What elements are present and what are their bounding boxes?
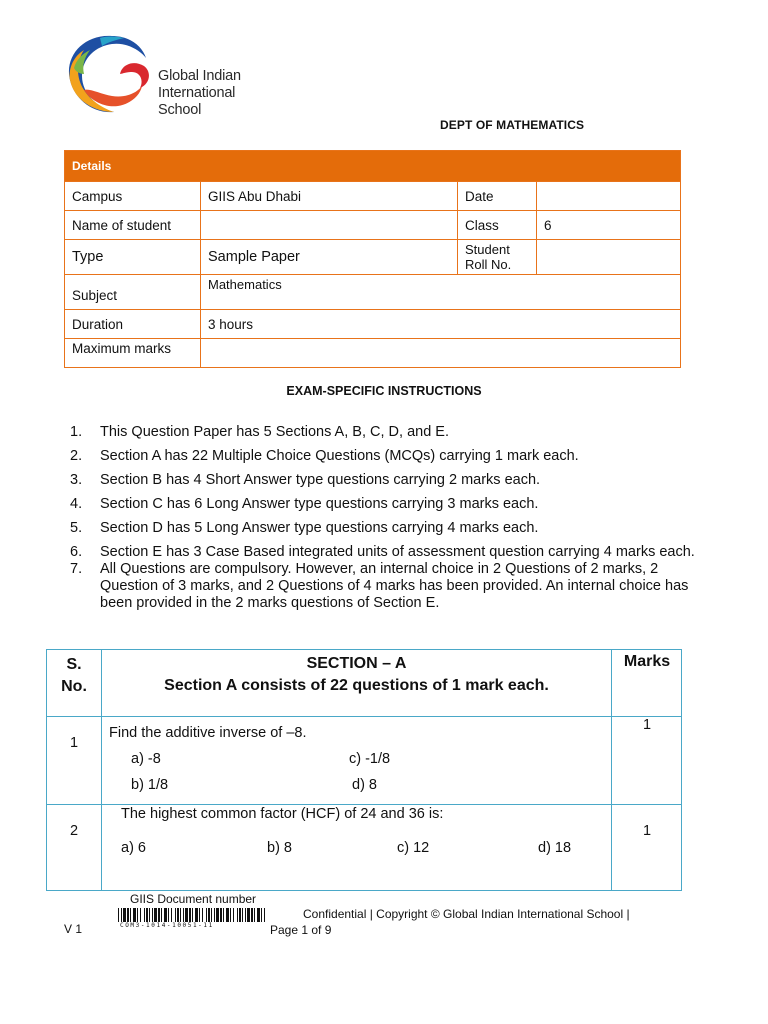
barcode-bar bbox=[206, 908, 207, 922]
barcode-bar bbox=[168, 908, 169, 922]
barcode-bar bbox=[164, 908, 167, 922]
barcode-bar bbox=[185, 908, 188, 922]
confidential-notice: Confidential | Copyright © Global Indian International School | bbox=[303, 907, 630, 921]
question-number: 1 bbox=[69, 735, 79, 751]
instruction-item: 1. This Question Paper has 5 Sections A, B, C, D, and E. bbox=[70, 424, 449, 440]
question-row bbox=[47, 717, 681, 805]
duration-value[interactable]: 3 hours bbox=[208, 316, 254, 332]
date-label: Date bbox=[458, 182, 537, 210]
barcode-bar bbox=[223, 908, 224, 922]
barcode-bar bbox=[264, 908, 265, 922]
type-label: Type bbox=[65, 240, 201, 274]
question-row bbox=[47, 805, 681, 890]
question-text: Find the additive inverse of –8. bbox=[109, 725, 307, 741]
sno-header: S. No. bbox=[61, 656, 87, 695]
class-value[interactable]: 6 bbox=[544, 217, 552, 233]
marks-header: Marks bbox=[623, 653, 671, 670]
barcode-bar bbox=[230, 908, 231, 922]
date-value[interactable] bbox=[537, 182, 680, 210]
barcode-bar bbox=[127, 908, 129, 922]
barcode-bar bbox=[144, 908, 145, 922]
barcode-bar bbox=[158, 908, 160, 922]
option-a[interactable]: a) -8 bbox=[131, 751, 161, 767]
section-a-subtitle: Section A consists of 22 questions of 1 mark each. bbox=[164, 677, 549, 694]
campus-value[interactable]: GIIS Abu Dhabi bbox=[201, 182, 458, 210]
roll-value[interactable] bbox=[537, 240, 680, 274]
question-marks: 1 bbox=[642, 823, 652, 839]
section-a-table bbox=[46, 649, 682, 891]
barcode-bar bbox=[137, 908, 138, 922]
barcode-bar bbox=[242, 908, 243, 922]
details-row-student bbox=[65, 210, 680, 239]
barcode-bar bbox=[208, 908, 210, 922]
student-name-label: Name of student bbox=[65, 211, 201, 239]
barcode-bar bbox=[216, 908, 219, 922]
details-row-type bbox=[65, 239, 680, 274]
barcode-bar bbox=[257, 908, 260, 922]
section-a-title: SECTION – A Section A consists of 22 questions of 1 mark each. bbox=[102, 653, 611, 697]
page-footer bbox=[0, 888, 768, 948]
option-b[interactable]: b) 8 bbox=[267, 840, 292, 856]
barcode-bar bbox=[202, 908, 203, 922]
barcode-bar bbox=[118, 908, 119, 922]
campus-label: Campus bbox=[65, 182, 201, 210]
details-row-max-marks bbox=[65, 338, 680, 367]
barcode-bar bbox=[175, 908, 176, 922]
type-value[interactable]: Sample Paper bbox=[201, 240, 458, 274]
department-title: DEPT OF MATHEMATICS bbox=[440, 118, 585, 132]
barcode-bar bbox=[251, 908, 253, 922]
instructions-list bbox=[70, 424, 710, 619]
logo-line-2: International bbox=[158, 85, 236, 101]
barcode-bar bbox=[146, 908, 148, 922]
barcode-text: COM3-1014-10051-11 bbox=[120, 922, 214, 929]
duration-label: Duration bbox=[65, 310, 201, 338]
barcode-bar bbox=[180, 908, 181, 922]
option-d[interactable]: d) 8 bbox=[352, 777, 377, 793]
barcode-bar bbox=[121, 908, 122, 922]
barcode-bar bbox=[254, 908, 255, 922]
max-marks-label: Maximum marks bbox=[65, 339, 201, 367]
roll-label bbox=[458, 240, 537, 274]
option-d[interactable]: d) 18 bbox=[538, 840, 572, 856]
option-a[interactable]: a) 6 bbox=[121, 840, 146, 856]
instruction-item: 3. Section B has 4 Short Answer type questions carrying 2 marks each. bbox=[70, 472, 541, 488]
barcode-bar bbox=[247, 908, 250, 922]
question-marks: 1 bbox=[642, 717, 652, 733]
barcode-bar bbox=[214, 908, 215, 922]
question-text: The highest common factor (HCF) of 24 and 36 is: bbox=[121, 806, 444, 822]
barcode-bar bbox=[183, 908, 184, 922]
barcode-bar bbox=[161, 908, 162, 922]
details-row-subject bbox=[65, 274, 680, 309]
barcode-bar bbox=[211, 908, 212, 922]
barcode-bar bbox=[220, 908, 222, 922]
barcode-icon bbox=[118, 908, 268, 930]
version-label: V 1 bbox=[64, 922, 83, 936]
barcode-bar bbox=[140, 908, 141, 922]
barcode-bar bbox=[133, 908, 136, 922]
subject-value[interactable]: Mathematics bbox=[208, 277, 282, 292]
document-number-label: GIIS Document number bbox=[130, 892, 257, 906]
section-a-header-row bbox=[47, 650, 681, 717]
details-table bbox=[64, 150, 681, 368]
details-row-campus bbox=[65, 181, 680, 210]
barcode-bar bbox=[123, 908, 126, 922]
roll-label-line-1: Student bbox=[465, 242, 510, 257]
barcode-bar bbox=[195, 908, 198, 922]
option-c[interactable]: c) 12 bbox=[397, 840, 430, 856]
logo-line-3: School bbox=[158, 102, 202, 118]
instruction-item: 6. Section E has 3 Case Based integrated units of assessment question carrying 4 marks each. bbox=[70, 544, 695, 560]
barcode-bar bbox=[237, 908, 238, 922]
max-marks-value[interactable] bbox=[201, 339, 680, 367]
barcode-bar bbox=[189, 908, 191, 922]
subject-label: Subject bbox=[65, 275, 201, 309]
barcode-bar bbox=[261, 908, 262, 922]
barcode-bar bbox=[149, 908, 150, 922]
page-number: Page 1 of 9 bbox=[270, 923, 332, 937]
option-c[interactable]: c) -1/8 bbox=[349, 751, 391, 767]
barcode-bar bbox=[130, 908, 131, 922]
barcode-bar bbox=[245, 908, 246, 922]
barcode-bar bbox=[171, 908, 172, 922]
instruction-item: 2. Section A has 22 Multiple Choice Questions (MCQs) carrying 1 mark each. bbox=[70, 448, 579, 464]
instruction-item: 4. Section C has 6 Long Answer type questions carrying 3 marks each. bbox=[70, 496, 539, 512]
details-row-duration bbox=[65, 309, 680, 338]
barcode-bar bbox=[199, 908, 200, 922]
option-b[interactable]: b) 1/8 bbox=[131, 777, 169, 793]
student-name-value[interactable] bbox=[201, 211, 458, 239]
barcode-bar bbox=[152, 908, 153, 922]
class-label: Class bbox=[458, 211, 537, 239]
barcode-bar bbox=[239, 908, 241, 922]
question-number: 2 bbox=[69, 823, 79, 839]
roll-label-line-2: Roll No. bbox=[465, 257, 512, 272]
barcode-bar bbox=[226, 908, 229, 922]
logo-text bbox=[158, 68, 241, 119]
barcode-bar bbox=[177, 908, 179, 922]
logo-swirl-icon bbox=[60, 28, 160, 118]
instructions-title: EXAM-SPECIFIC INSTRUCTIONS bbox=[286, 384, 482, 398]
instruction-item: 5. Section D has 5 Long Answer type questions carrying 4 marks each. bbox=[70, 520, 539, 536]
details-heading: Details bbox=[65, 151, 680, 181]
logo-line-1: Global Indian bbox=[158, 68, 241, 84]
barcode-bar bbox=[233, 908, 234, 922]
instruction-item: 7. All Questions are compulsory. However, an internal choice in 2 Questions of 2 marks, 2 Question of 3 marks, and 2 Questions of 4 marks has been provided. An internal choice has been provided in the 2 marks questions of Section E. bbox=[70, 561, 689, 611]
barcode-bar bbox=[192, 908, 193, 922]
barcode-bar bbox=[154, 908, 157, 922]
school-logo bbox=[60, 28, 250, 118]
